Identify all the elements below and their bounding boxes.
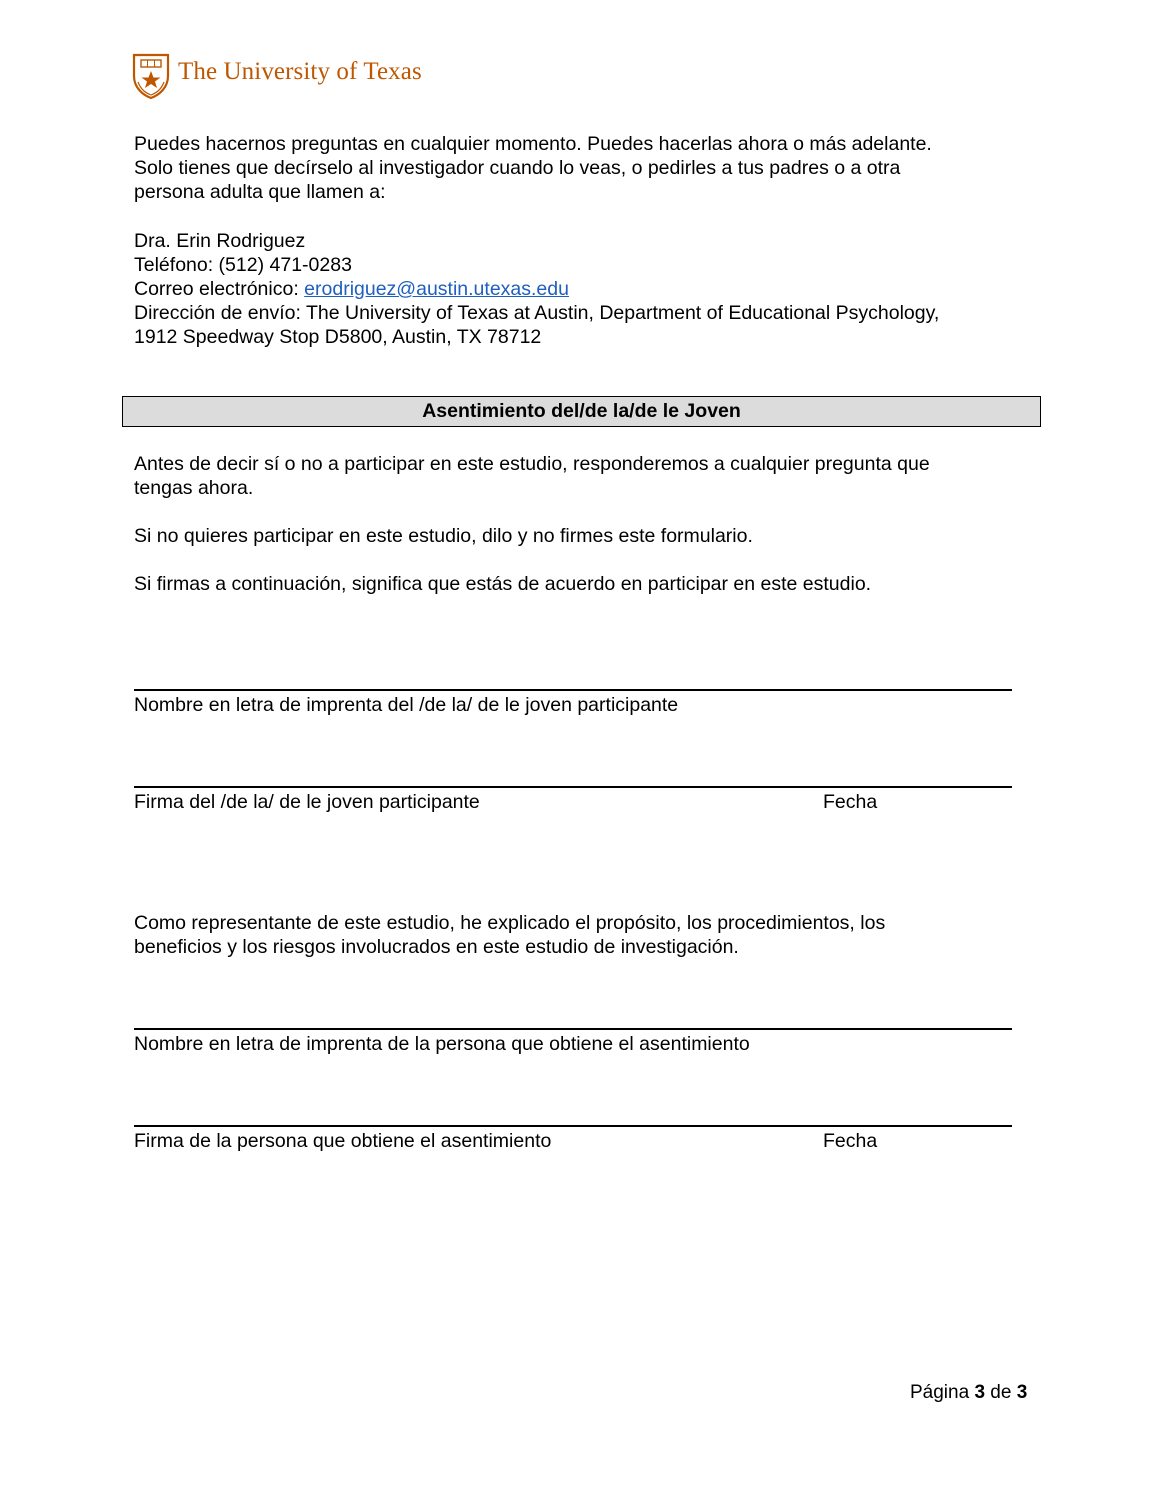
contact-email-row bbox=[134, 277, 939, 301]
intro-line: persona adulta que llamen a: bbox=[134, 181, 386, 203]
university-logo-text: The University of Texas bbox=[178, 58, 422, 85]
page-prefix: Página bbox=[910, 1382, 975, 1403]
date-label: Fecha bbox=[823, 1130, 878, 1152]
representative-statement bbox=[134, 911, 885, 959]
rep-name-label: Nombre en letra de imprenta de la persona que obtiene el asentimiento bbox=[134, 1033, 750, 1055]
email-link[interactable]: erodriguez@austin.utexas.edu bbox=[304, 278, 569, 300]
current-page: 3 bbox=[974, 1382, 986, 1403]
statement-line: Como representante de este estudio, he explicado el propósito, los procedimientos, los bbox=[134, 912, 886, 934]
youth-signature-label: Firma del /de la/ de le joven participante bbox=[134, 791, 480, 813]
section-header: Asentimiento del/de la/de le Joven bbox=[122, 396, 1041, 427]
contact-block bbox=[134, 229, 939, 349]
assent-paragraph: Si firmas a continuación, significa que estás de acuerdo en participar en este estudio. bbox=[134, 573, 872, 595]
intro-line: Puedes hacernos preguntas en cualquier momento. Puedes hacerlas ahora o más adelante. bbox=[134, 133, 932, 155]
contact-address: 1912 Speedway Stop D5800, Austin, TX 78712 bbox=[134, 326, 542, 348]
contact-phone: Teléfono: (512) 471-0283 bbox=[134, 254, 352, 276]
date-label: Fecha bbox=[823, 791, 878, 813]
intro-line: Solo tienes que decírselo al investigador cuando lo veas, o pedirles a tus padres o a otra bbox=[134, 157, 901, 179]
rep-name-line[interactable] bbox=[134, 1028, 1012, 1030]
total-pages: 3 bbox=[1016, 1382, 1028, 1403]
contact-name: Dra. Erin Rodriguez bbox=[134, 230, 306, 252]
assent-line: tengas ahora. bbox=[134, 477, 254, 499]
intro-paragraph bbox=[134, 132, 932, 204]
rep-signature-label: Firma de la persona que obtiene el asentimiento bbox=[134, 1130, 552, 1152]
email-label: Correo electrónico: bbox=[134, 278, 305, 300]
rep-signature-line[interactable] bbox=[134, 1125, 1012, 1127]
assent-line: Antes de decir sí o no a participar en este estudio, responderemos a cualquier pregunta que bbox=[134, 453, 930, 475]
contact-address: Dirección de envío: The University of Texas at Austin, Department of Educational Psychology, bbox=[134, 302, 940, 324]
youth-name-line[interactable] bbox=[134, 689, 1012, 691]
assent-paragraph bbox=[134, 452, 930, 500]
youth-signature-line[interactable] bbox=[134, 786, 1012, 788]
assent-paragraph: Si no quieres participar en este estudio, dilo y no firmes este formulario. bbox=[134, 525, 753, 547]
youth-name-label: Nombre en letra de imprenta del /de la/ de le joven participante bbox=[134, 694, 679, 716]
statement-line: beneficios y los riesgos involucrados en este estudio de investigación. bbox=[134, 936, 739, 958]
ut-shield-icon bbox=[131, 52, 171, 100]
page-sep: de bbox=[985, 1382, 1017, 1403]
page-number bbox=[910, 1382, 1027, 1404]
